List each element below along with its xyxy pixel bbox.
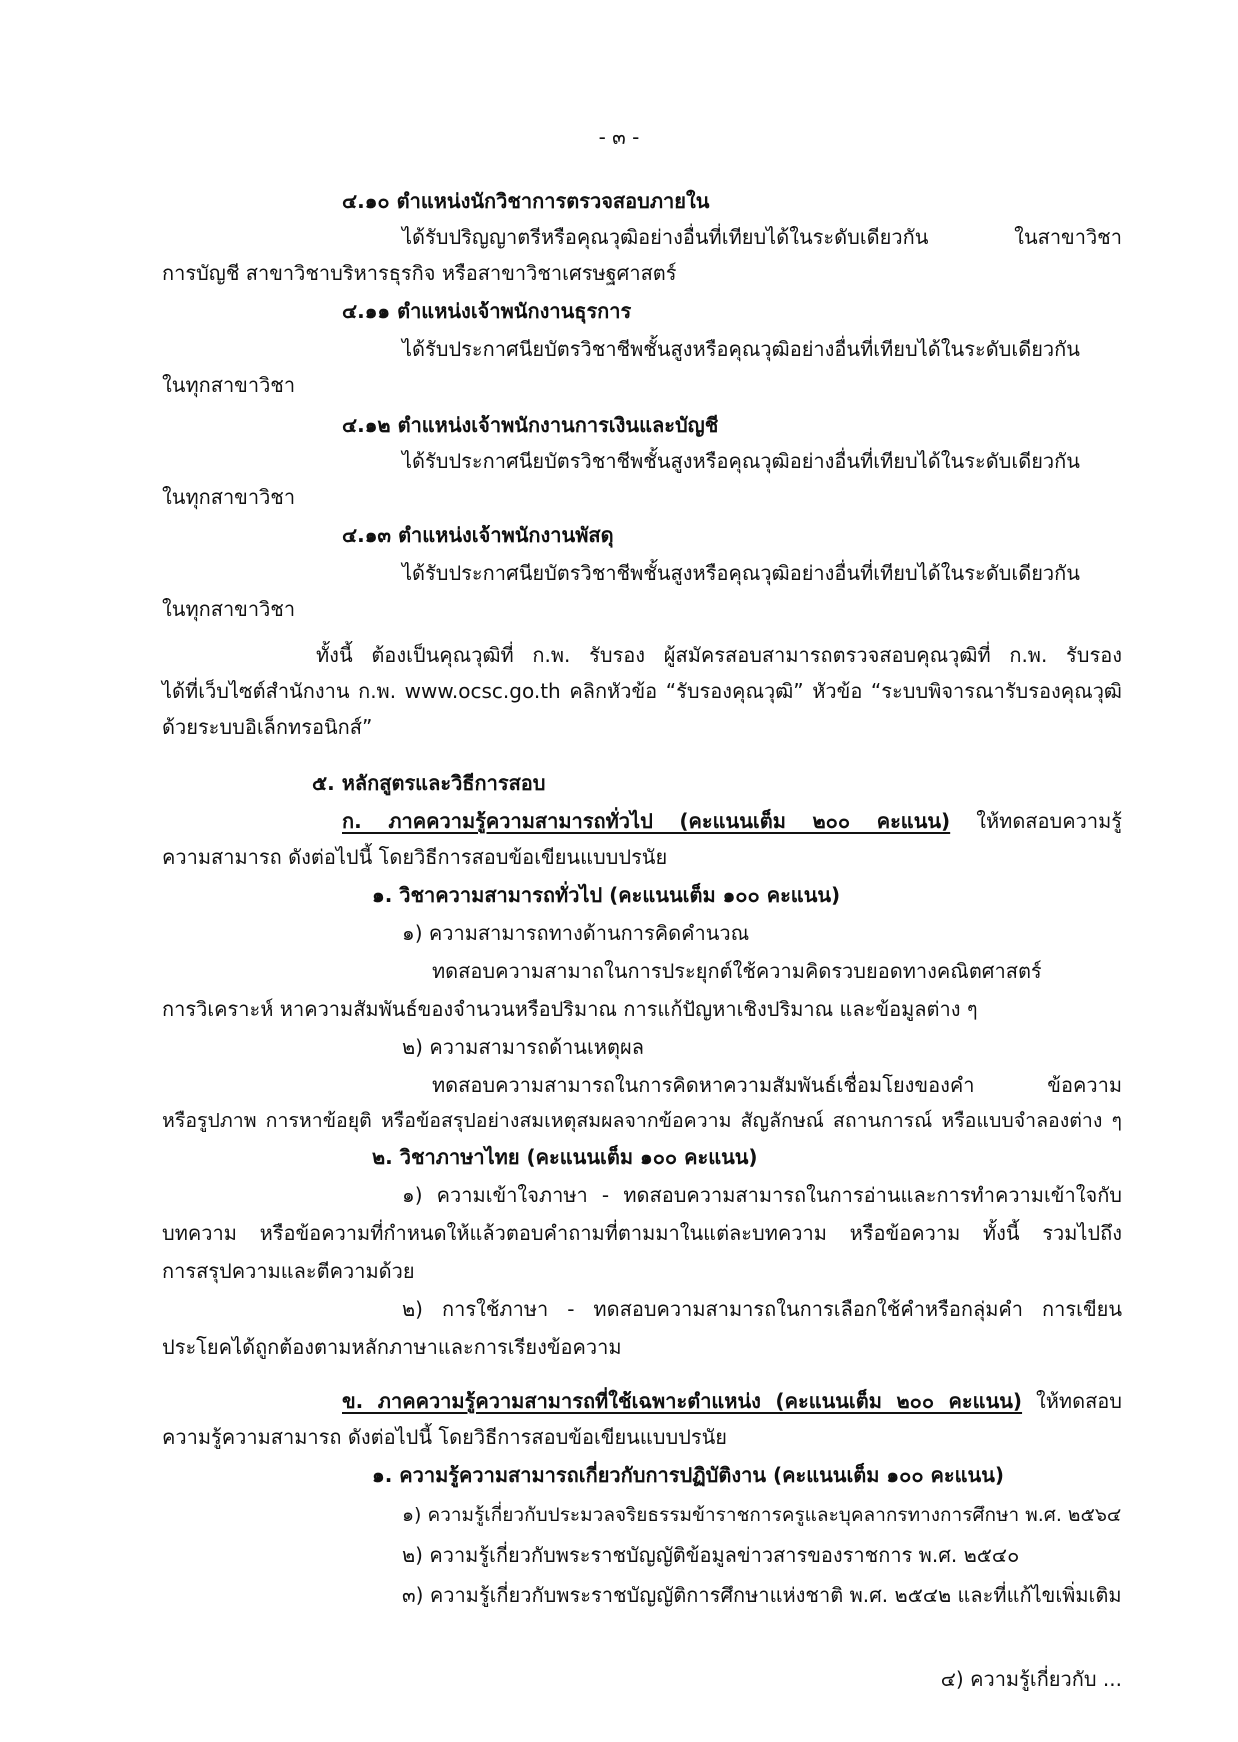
part-a-sub1-item1-line2: การวิเคราะห์ หาความสัมพันธ์ของจำนวนหรือปริมาณ การแก้ปัญหาเชิงปริมาณ และข้อมูลต่าง ๆ <box>162 997 978 1021</box>
part-b-sub1-item2: ๒) ความรู้เกี่ยวกับพระราชบัญญัติข้อมูลข่าวสารของราชการ พ.ศ. ๒๕๔๐ <box>402 1543 1020 1567</box>
section-4-10-line1: ได้รับปริญญาตรีหรือคุณวุฒิอย่างอื่นที่เทียบได้ในระดับเดียวกัน ในสาขาวิชา <box>402 225 1122 249</box>
section-4-10-line2: การบัญชี สาขาวิชาบริหารธุรกิจ หรือสาขาวิชาเศรษฐศาสตร์ <box>162 261 677 285</box>
section-4-13-line2: ในทุกสาขาวิชา <box>162 597 296 621</box>
part-b-sub1-item3: ๓) ความรู้เกี่ยวกับพระราชบัญญัติการศึกษาแห่งชาติ พ.ศ. ๒๕๔๒ และที่แก้ไขเพิ่มเติม <box>402 1583 1122 1607</box>
part-a-sub2-item1-line2: บทความ หรือข้อความที่กำหนดให้แล้วตอบคำถามที่ตามมาในแต่ละบทความ หรือข้อความ ทั้งนี้ รวมไปถึง <box>162 1221 1122 1245</box>
part-b-title-rest: ให้ทดสอบ <box>1022 1389 1122 1413</box>
part-b-sub1-item1: ๑) ความรู้เกี่ยวกับประมวลจริยธรรมข้าราชการครูและบุคลากรทางการศึกษา พ.ศ. ๒๕๖๔ <box>402 1504 1122 1526</box>
page-number: - ๓ - <box>598 125 640 149</box>
section-4-13-heading: ๔.๑๓ ตำแหน่งเจ้าพนักงานพัสดุ <box>342 523 614 547</box>
part-a-sub2-item1-line1: ๑) ความเข้าใจภาษา - ทดสอบความสามารถในการอ่านและการทำความเข้าใจกับ <box>402 1183 1122 1207</box>
part-a-sub1-item1-title: ๑) ความสามารถทางด้านการคิดคำนวณ <box>402 921 750 945</box>
qualification-note-line2: ได้ที่เว็บไซต์สำนักงาน ก.พ. www.ocsc.go.th คลิกหัวข้อ “รับรองคุณวุฒิ” หัวข้อ “ระบบพิจารณารับรองคุณวุฒิ <box>162 679 1122 703</box>
part-a-sub2-item2-line2: ประโยคได้ถูกต้องตามหลักภาษาและการเรียงข้อความ <box>162 1335 622 1359</box>
part-a-title: ก. ภาคความรู้ความสามารถทั่วไป (คะแนนเต็ม ๒๐๐ คะแนน) <box>342 809 951 833</box>
part-b-title-line <box>342 1386 1122 1416</box>
part-b-line2: ความรู้ความสามารถ ดังต่อไปนี้ โดยวิธีการสอบข้อเขียนแบบปรนัย <box>162 1425 727 1449</box>
section-4-12-line1: ได้รับประกาศนียบัตรวิชาชีพชั้นสูงหรือคุณวุฒิอย่างอื่นที่เทียบได้ในระดับเดียวกัน <box>402 449 1080 473</box>
part-a-title-line <box>342 806 1122 836</box>
section-4-13-line1: ได้รับประกาศนียบัตรวิชาชีพชั้นสูงหรือคุณวุฒิอย่างอื่นที่เทียบได้ในระดับเดียวกัน <box>402 561 1080 585</box>
part-a-sub1-item2-line2: หรือรูปภาพ การหาข้อยุติ หรือข้อสรุปอย่างสมเหตุสมผลจากข้อความ สัญลักษณ์ สถานการณ์ หรือแบบจำลองต่าง ๆ <box>162 1109 1122 1132</box>
qualification-note-line3: ด้วยระบบอิเล็กทรอนิกส์” <box>162 715 373 739</box>
part-a-sub1-item2-line1: ทดสอบความสามารถในการคิดหาความสัมพันธ์เชื่อมโยงของคำ ข้อความ <box>432 1073 1122 1097</box>
part-a-sub1-item1-line1: ทดสอบความสามาถในการประยุกต์ใช้ความคิดรวบยอดทางคณิตศาสตร์ <box>432 959 1042 983</box>
section-4-12-line2: ในทุกสาขาวิชา <box>162 485 296 509</box>
part-a-sub1-item2-title: ๒) ความสามารถด้านเหตุผล <box>402 1035 644 1059</box>
part-a-title-rest: ให้ทดสอบความรู้ <box>950 809 1122 833</box>
qualification-note-line1: ทั้งนี้ ต้องเป็นคุณวุฒิที่ ก.พ. รับรอง ผู้สมัครสอบสามารถตรวจสอบคุณวุฒิที่ ก.พ. รับรอง <box>316 643 1122 667</box>
section-4-11-line1: ได้รับประกาศนียบัตรวิชาชีพชั้นสูงหรือคุณวุฒิอย่างอื่นที่เทียบได้ในระดับเดียวกัน <box>402 337 1080 361</box>
section-4-11-line2: ในทุกสาขาวิชา <box>162 373 296 397</box>
section-4-12-heading: ๔.๑๒ ตำแหน่งเจ้าพนักงานการเงินและบัญชี <box>342 413 719 437</box>
part-a-sub1-heading: ๑. วิชาความสามารถทั่วไป (คะแนนเต็ม ๑๐๐ คะแนน) <box>372 883 841 907</box>
part-b-sub1-heading: ๑. ความรู้ความสามารถเกี่ยวกับการปฏิบัติงาน (คะแนนเต็ม ๑๐๐ คะแนน) <box>372 1463 1005 1487</box>
part-b-title: ข. ภาคความรู้ความสามารถที่ใช้เฉพาะตำแหน่ง (คะแนนเต็ม ๒๐๐ คะแนน) <box>342 1389 1023 1413</box>
continuation-note: ๔) ความรู้เกี่ยวกับ ... <box>940 1667 1122 1691</box>
section-4-10-heading: ๔.๑๐ ตำแหน่งนักวิชาการตรวจสอบภายใน <box>342 189 710 213</box>
part-a-line2: ความสามารถ ดังต่อไปนี้ โดยวิธีการสอบข้อเขียนแบบปรนัย <box>162 845 668 869</box>
section-4-11-heading: ๔.๑๑ ตำแหน่งเจ้าพนักงานธุรการ <box>342 299 632 323</box>
part-a-sub2-item1-line3: การสรุปความและตีความด้วย <box>162 1259 415 1283</box>
part-a-sub2-heading: ๒. วิชาภาษาไทย (คะแนนเต็ม ๑๐๐ คะแนน) <box>372 1145 758 1169</box>
section-5-heading: ๕. หลักสูตรและวิธีการสอบ <box>312 771 546 795</box>
part-a-sub2-item2-line1: ๒) การใช้ภาษา - ทดสอบความสามารถในการเลือกใช้คำหรือกลุ่มคำ การเขียน <box>402 1297 1122 1321</box>
